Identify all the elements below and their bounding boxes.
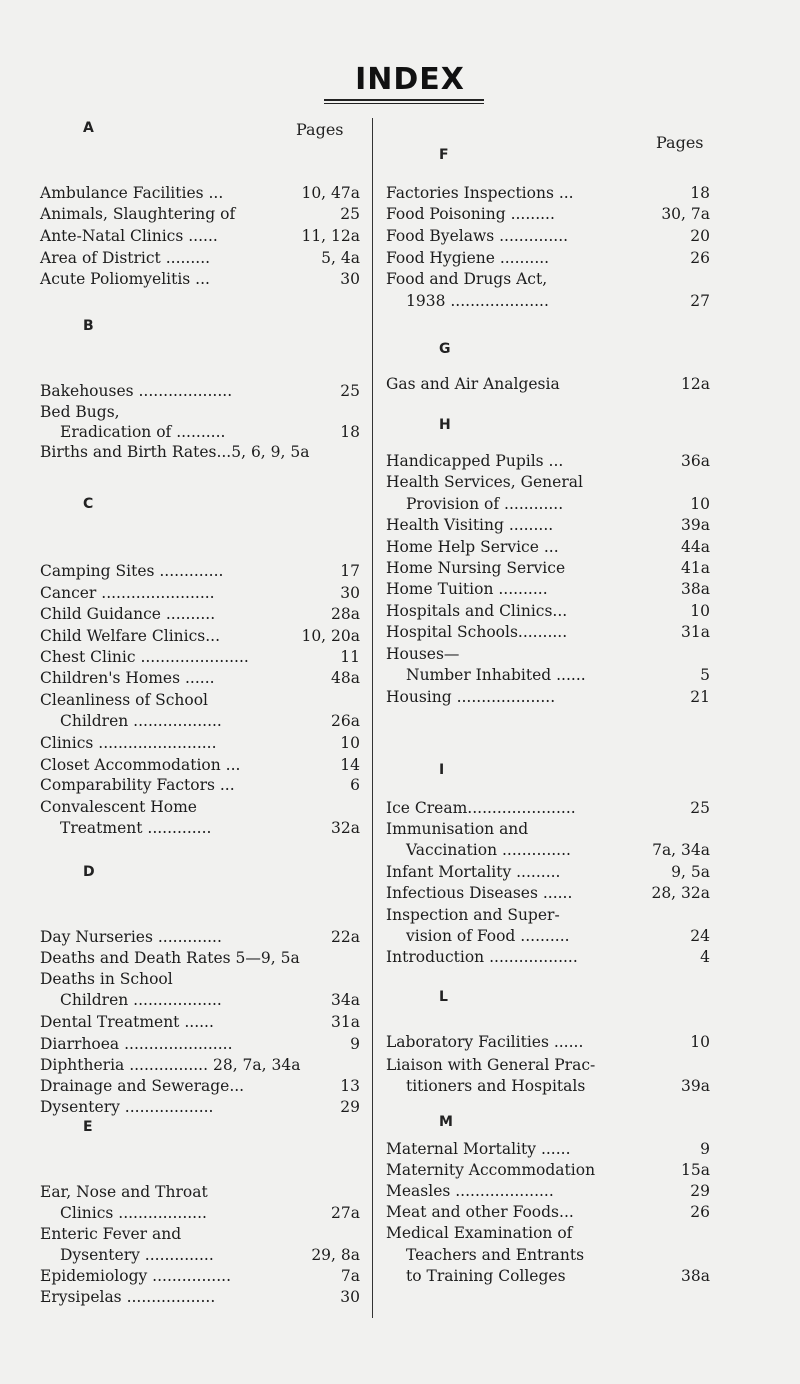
entry-text: Dysentery .............. <box>60 1246 214 1264</box>
entry-text: Food Hygiene .......... <box>386 249 550 267</box>
entry-pages: 10, 47a <box>301 184 360 202</box>
entry-pages: 13 <box>340 1077 360 1095</box>
entry-text: Medical Examination of <box>386 1224 573 1242</box>
section-letter-c: C <box>83 496 94 512</box>
entry-pages: 30 <box>340 584 360 602</box>
section-letter-d: D <box>83 864 95 880</box>
entry-text: Chest Clinic ...................... <box>40 648 249 666</box>
entry-pages: 27 <box>690 292 710 310</box>
entry-pages: 18 <box>690 184 710 202</box>
entry-pages: 36a <box>681 452 710 470</box>
entry-pages: 21 <box>690 688 710 706</box>
entry-text: Animals, Slaughtering of <box>40 205 236 223</box>
entry-text: Drainage and Sewerage... <box>40 1077 245 1095</box>
section-letter-h: H <box>439 417 451 433</box>
entry-text: Comparability Factors ... <box>40 776 235 794</box>
entry-text: Enteric Fever and <box>40 1225 182 1243</box>
entry-pages: 7a <box>340 1267 360 1285</box>
entry-pages: 26 <box>690 249 710 267</box>
entry-pages: 9 <box>350 1035 360 1053</box>
entry-text: Births and Birth Rates...5, 6, 9, 5a <box>40 443 310 461</box>
entry-pages: 15a <box>681 1161 710 1179</box>
entry-text: Measles .................... <box>386 1182 554 1200</box>
entry-text: Introduction .................. <box>386 948 578 966</box>
entry-text: Day Nurseries ............. <box>40 928 222 946</box>
entry-text: Infectious Diseases ...... <box>386 884 573 902</box>
entry-text: Cancer ....................... <box>40 584 215 602</box>
entry-pages: 41a <box>681 559 710 577</box>
entry-text: Vaccination .............. <box>406 841 571 859</box>
entry-text: Health Visiting ......... <box>386 516 554 534</box>
entry-text: Children .................. <box>60 712 222 730</box>
section-letter-m: M <box>439 1114 453 1130</box>
entry-pages: 29 <box>340 1098 360 1116</box>
entry-pages: 5 <box>700 666 710 684</box>
entry-text: Number Inhabited ...... <box>406 666 586 684</box>
entry-pages: 28, 32a <box>651 884 710 902</box>
entry-text: Child Welfare Clinics... <box>40 627 221 645</box>
entry-text: Erysipelas .................. <box>40 1288 216 1306</box>
entry-text: Gas and Air Analgesia <box>386 375 560 393</box>
entry-text: Provision of ............ <box>406 495 564 513</box>
entry-text: Closet Accommodation ... <box>40 756 241 774</box>
entry-text: Factories Inspections ... <box>386 184 574 202</box>
entry-text: Meat and other Foods... <box>386 1203 574 1221</box>
section-letter-e: E <box>83 1119 93 1135</box>
title-underline <box>324 99 484 104</box>
entry-pages: 30 <box>340 1288 360 1306</box>
entry-text: Eradication of .......... <box>60 423 226 441</box>
entry-pages: 6 <box>350 776 360 794</box>
entry-text: Ambulance Facilities ... <box>40 184 224 202</box>
section-letter-f: F <box>439 147 449 163</box>
entry-text: Food and Drugs Act, <box>386 270 548 288</box>
entry-pages: 26 <box>690 1203 710 1221</box>
section-letter-a: A <box>83 120 94 136</box>
entry-text: Houses— <box>386 645 460 663</box>
entry-text: Ear, Nose and Throat <box>40 1183 208 1201</box>
entry-text: Diphtheria ................ 28, 7a, 34a <box>40 1056 301 1074</box>
entry-text: Handicapped Pupils ... <box>386 452 564 470</box>
entry-pages: 25 <box>340 382 360 400</box>
entry-pages: 39a <box>681 516 710 534</box>
entry-pages: 39a <box>681 1077 710 1095</box>
entry-text: Ice Cream...................... <box>386 799 576 817</box>
entry-text: Hospitals and Clinics... <box>386 602 568 620</box>
entry-text: Clinics .................. <box>60 1204 207 1222</box>
entry-pages: 28a <box>331 605 360 623</box>
entry-pages: 25 <box>690 799 710 817</box>
entry-text: Convalescent Home <box>40 798 197 816</box>
column-divider <box>372 118 373 1318</box>
entry-pages: 10 <box>340 734 360 752</box>
entry-pages: 38a <box>681 580 710 598</box>
entry-pages: 32a <box>331 819 360 837</box>
entry-text: Home Help Service ... <box>386 538 559 556</box>
entry-text: Area of District ......... <box>40 249 211 267</box>
section-letter-l: L <box>439 989 448 1005</box>
entry-text: Deaths and Death Rates 5—9, 5a <box>40 949 300 967</box>
entry-pages: 11, 12a <box>301 227 360 245</box>
entry-text: Housing .................... <box>386 688 556 706</box>
entry-text: to Training Colleges <box>406 1267 566 1285</box>
entry-text: Home Tuition .......... <box>386 580 548 598</box>
entry-text: Children's Homes ...... <box>40 669 215 687</box>
entry-pages: 30, 7a <box>661 205 710 223</box>
entry-text: Health Services, General <box>386 473 583 491</box>
entry-pages: 31a <box>331 1013 360 1031</box>
entry-text: Food Byelaws .............. <box>386 227 569 245</box>
entry-pages: 25 <box>340 205 360 223</box>
entry-pages: 20 <box>690 227 710 245</box>
entry-text: Children .................. <box>60 991 222 1009</box>
entry-pages: 44a <box>681 538 710 556</box>
entry-text: Liaison with General Prac- <box>386 1056 596 1074</box>
entry-pages: 22a <box>331 928 360 946</box>
entry-text: Teachers and Entrants <box>406 1246 585 1264</box>
entry-text: Child Guidance .......... <box>40 605 216 623</box>
entry-pages: 26a <box>331 712 360 730</box>
entry-text: 1938 .................... <box>406 292 549 310</box>
entry-text: Hospital Schools.......... <box>386 623 568 641</box>
entry-pages: 10 <box>690 1033 710 1051</box>
entry-pages: 4 <box>700 948 710 966</box>
right-pages-heading: Pages <box>656 133 704 152</box>
entry-pages: 48a <box>331 669 360 687</box>
page-title: INDEX <box>355 62 465 97</box>
entry-pages: 18 <box>340 423 360 441</box>
entry-pages: 9 <box>700 1140 710 1158</box>
entry-text: Maternity Accommodation <box>386 1161 596 1179</box>
entry-pages: 9, 5a <box>671 863 710 881</box>
entry-text: Deaths in School <box>40 970 173 988</box>
entry-pages: 31a <box>681 623 710 641</box>
entry-text: Dental Treatment ...... <box>40 1013 214 1031</box>
entry-text: Clinics ........................ <box>40 734 217 752</box>
entry-pages: 14 <box>340 756 360 774</box>
entry-text: Bed Bugs, <box>40 403 120 421</box>
entry-pages: 24 <box>690 927 710 945</box>
left-pages-heading: Pages <box>296 120 344 139</box>
entry-text: Acute Poliomyelitis ... <box>40 270 210 288</box>
entry-pages: 38a <box>681 1267 710 1285</box>
section-letter-i: I <box>439 762 445 778</box>
entry-text: Epidemiology ................ <box>40 1267 232 1285</box>
entry-text: Home Nursing Service <box>386 559 566 577</box>
entry-text: Laboratory Facilities ...... <box>386 1033 584 1051</box>
entry-pages: 5, 4a <box>321 249 360 267</box>
entry-text: Camping Sites ............. <box>40 562 224 580</box>
entry-pages: 29 <box>690 1182 710 1200</box>
entry-pages: 10 <box>690 602 710 620</box>
entry-text: Infant Mortality ......... <box>386 863 561 881</box>
entry-text: titioners and Hospitals <box>406 1077 586 1095</box>
entry-text: Dysentery .................. <box>40 1098 214 1116</box>
entry-pages: 17 <box>340 562 360 580</box>
entry-text: Inspection and Super- <box>386 906 560 924</box>
entry-pages: 10, 20a <box>301 627 360 645</box>
section-letter-b: B <box>83 318 94 334</box>
entry-text: Treatment ............. <box>60 819 212 837</box>
entry-pages: 27a <box>331 1204 360 1222</box>
entry-text: Food Poisoning ......... <box>386 205 555 223</box>
entry-text: Immunisation and <box>386 820 529 838</box>
entry-text: Cleanliness of School <box>40 691 209 709</box>
entry-pages: 7a, 34a <box>652 841 710 859</box>
entry-text: Maternal Mortality ...... <box>386 1140 571 1158</box>
entry-text: vision of Food .......... <box>406 927 570 945</box>
entry-pages: 11 <box>340 648 360 666</box>
entry-pages: 34a <box>331 991 360 1009</box>
entry-pages: 30 <box>340 270 360 288</box>
entry-pages: 29, 8a <box>311 1246 360 1264</box>
entry-text: Bakehouses ................... <box>40 382 233 400</box>
entry-pages: 10 <box>690 495 710 513</box>
entry-text: Diarrhoea ...................... <box>40 1035 233 1053</box>
entry-text: Ante-Natal Clinics ...... <box>40 227 218 245</box>
section-letter-g: G <box>439 341 451 357</box>
entry-pages: 12a <box>681 375 710 393</box>
